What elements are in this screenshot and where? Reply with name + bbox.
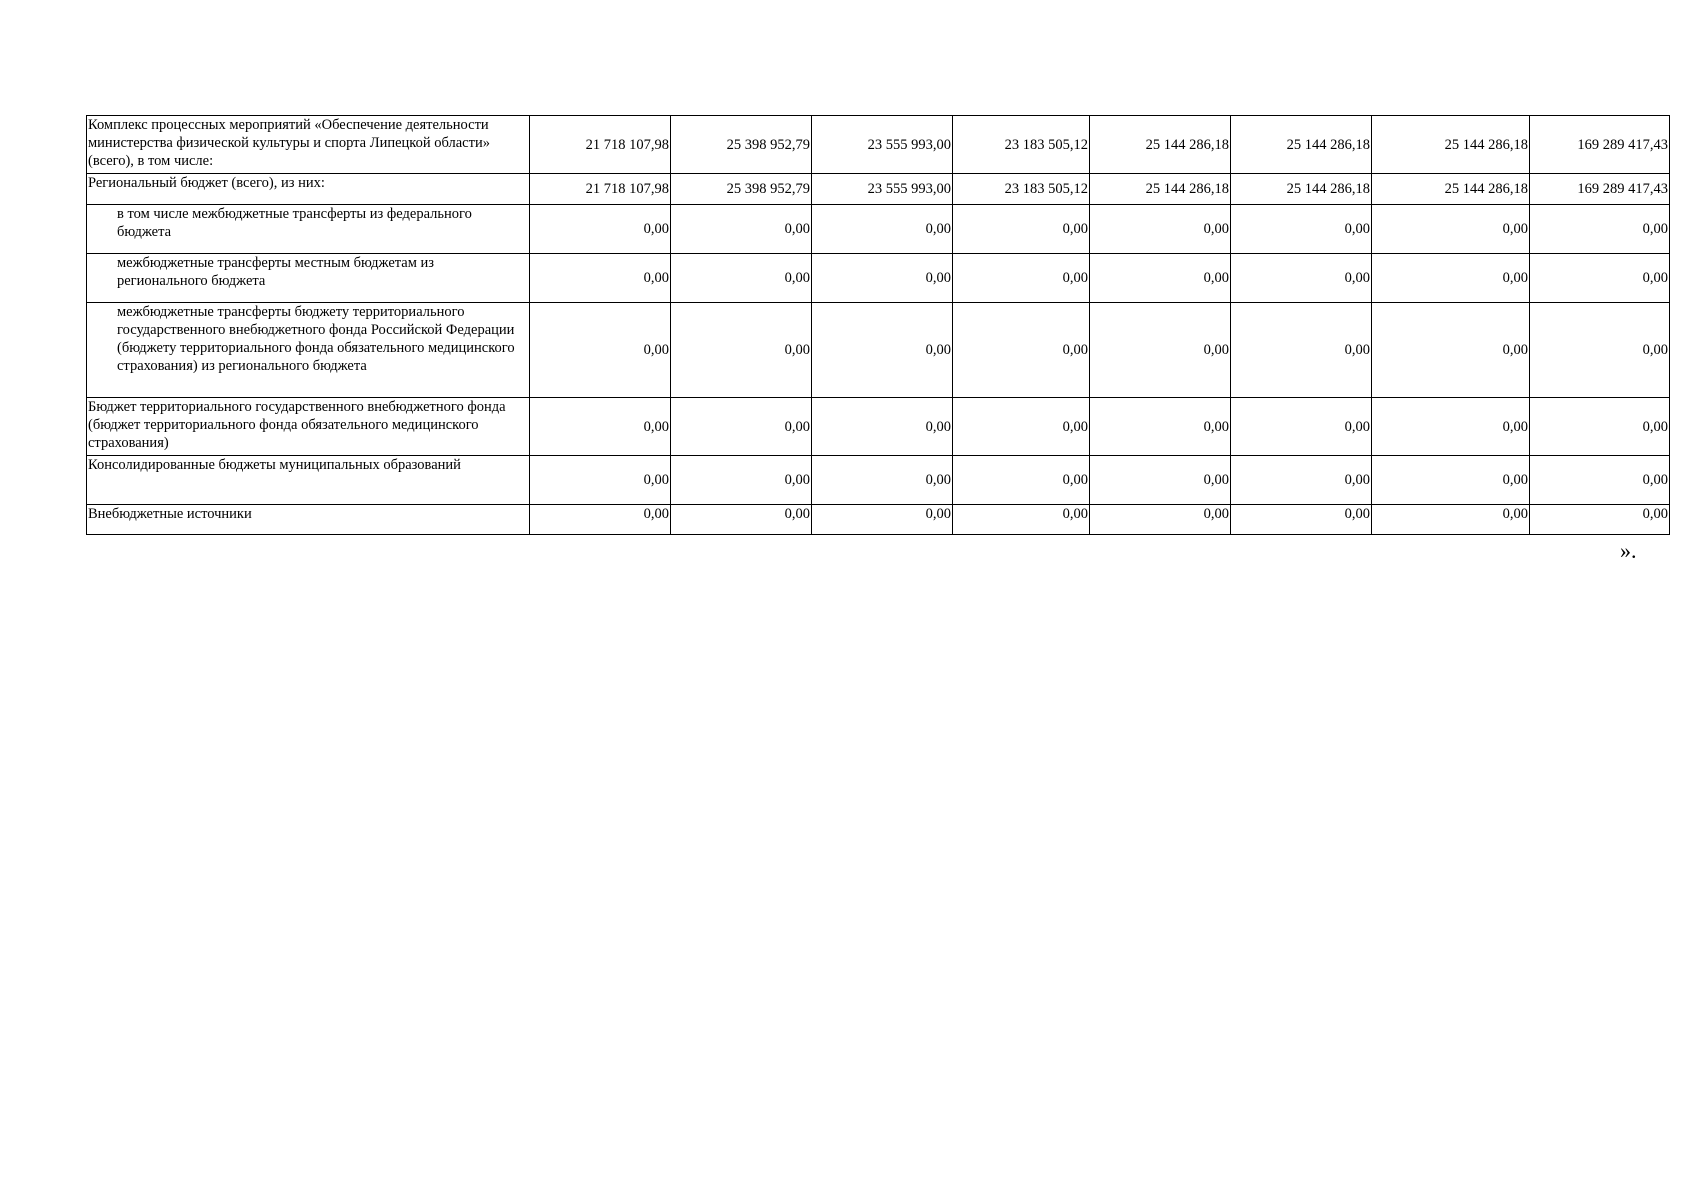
row-total-cell: 0,00: [1530, 254, 1670, 303]
row-value-cell: 23 555 993,00: [812, 174, 953, 205]
row-value-cell: 0,00: [530, 505, 671, 535]
row-value-cell: 23 183 505,12: [953, 174, 1090, 205]
row-value-cell: 0,00: [1372, 398, 1530, 456]
row-label: Консолидированные бюджеты муниципальных образований: [87, 456, 530, 505]
row-value-cell: 0,00: [953, 254, 1090, 303]
row-value-cell: 0,00: [953, 398, 1090, 456]
table-row: [87, 303, 1670, 398]
row-value-cell: 0,00: [1231, 254, 1372, 303]
row-value-cell: 0,00: [1231, 303, 1372, 398]
row-value-cell: 25 144 286,18: [1090, 116, 1231, 174]
row-value-cell: 0,00: [1231, 505, 1372, 535]
row-value-cell: 25 398 952,79: [671, 174, 812, 205]
row-value-cell: 25 398 952,79: [671, 116, 812, 174]
row-value-cell: 0,00: [1372, 505, 1530, 535]
row-value-cell: 0,00: [530, 254, 671, 303]
row-value-cell: 21 718 107,98: [530, 174, 671, 205]
row-value-cell: 0,00: [812, 505, 953, 535]
row-value-cell: 23 555 993,00: [812, 116, 953, 174]
row-value-cell: 0,00: [671, 505, 812, 535]
table-body: [87, 116, 1670, 535]
row-value-cell: 0,00: [953, 456, 1090, 505]
row-total-cell: 169 289 417,43: [1530, 116, 1670, 174]
row-value-cell: 0,00: [530, 398, 671, 456]
table-row: [87, 398, 1670, 456]
row-value-cell: 0,00: [812, 398, 953, 456]
row-value-cell: 0,00: [1090, 505, 1231, 535]
row-value-cell: 25 144 286,18: [1090, 174, 1231, 205]
row-value-cell: 0,00: [953, 505, 1090, 535]
row-value-cell: 0,00: [530, 205, 671, 254]
row-label: Внебюджетные источники: [87, 505, 530, 535]
row-value-cell: 0,00: [953, 205, 1090, 254]
row-label: Региональный бюджет (всего), из них:: [87, 174, 530, 205]
row-value-cell: 25 144 286,18: [1231, 116, 1372, 174]
table-row: [87, 174, 1670, 205]
row-label: в том числе межбюджетные трансферты из федерального бюджета: [87, 205, 530, 254]
row-value-cell: 21 718 107,98: [530, 116, 671, 174]
row-value-cell: 0,00: [812, 254, 953, 303]
budget-table: [86, 115, 1670, 535]
row-value-cell: 0,00: [671, 456, 812, 505]
row-value-cell: 0,00: [671, 205, 812, 254]
row-total-cell: 0,00: [1530, 205, 1670, 254]
row-value-cell: 0,00: [1231, 398, 1372, 456]
row-value-cell: 0,00: [1231, 456, 1372, 505]
row-total-cell: 0,00: [1530, 398, 1670, 456]
row-value-cell: 25 144 286,18: [1231, 174, 1372, 205]
row-label: межбюджетные трансферты бюджету территориального государственного внебюджетного фонда Российской Федерации (бюджету территориального фонда обязательного медицинского страхования) из регионального бюджета: [87, 303, 530, 398]
table-row: [87, 456, 1670, 505]
row-value-cell: 0,00: [1372, 205, 1530, 254]
row-value-cell: 0,00: [1372, 456, 1530, 505]
row-value-cell: 0,00: [530, 456, 671, 505]
row-value-cell: 0,00: [671, 303, 812, 398]
row-value-cell: 0,00: [671, 254, 812, 303]
row-value-cell: 0,00: [1090, 205, 1231, 254]
row-total-cell: 0,00: [1530, 456, 1670, 505]
row-label: межбюджетные трансферты местным бюджетам из регионального бюджета: [87, 254, 530, 303]
row-total-cell: 0,00: [1530, 505, 1670, 535]
table-row: [87, 205, 1670, 254]
row-label: Бюджет территориального государственного внебюджетного фонда (бюджет территориального фонда обязательного медицинского страхования): [87, 398, 530, 456]
row-value-cell: 25 144 286,18: [1372, 116, 1530, 174]
row-value-cell: 0,00: [953, 303, 1090, 398]
row-value-cell: 0,00: [812, 456, 953, 505]
row-value-cell: 25 144 286,18: [1372, 174, 1530, 205]
table-row: [87, 116, 1670, 174]
row-value-cell: 23 183 505,12: [953, 116, 1090, 174]
row-total-cell: 169 289 417,43: [1530, 174, 1670, 205]
row-value-cell: 0,00: [812, 303, 953, 398]
row-value-cell: 0,00: [1090, 254, 1231, 303]
row-value-cell: 0,00: [1372, 303, 1530, 398]
row-value-cell: 0,00: [1231, 205, 1372, 254]
closing-quote-mark: ».: [1620, 538, 1637, 563]
table-row: [87, 505, 1670, 535]
row-label: Комплекс процессных мероприятий «Обеспечение деятельности министерства физической культуры и спорта Липецкой области» (всего), в том числе:: [87, 116, 530, 174]
row-value-cell: 0,00: [1090, 456, 1231, 505]
row-value-cell: 0,00: [1090, 398, 1231, 456]
row-value-cell: 0,00: [1090, 303, 1231, 398]
row-value-cell: 0,00: [1372, 254, 1530, 303]
table-row: [87, 254, 1670, 303]
row-value-cell: 0,00: [671, 398, 812, 456]
row-total-cell: 0,00: [1530, 303, 1670, 398]
row-value-cell: 0,00: [812, 205, 953, 254]
row-value-cell: 0,00: [530, 303, 671, 398]
